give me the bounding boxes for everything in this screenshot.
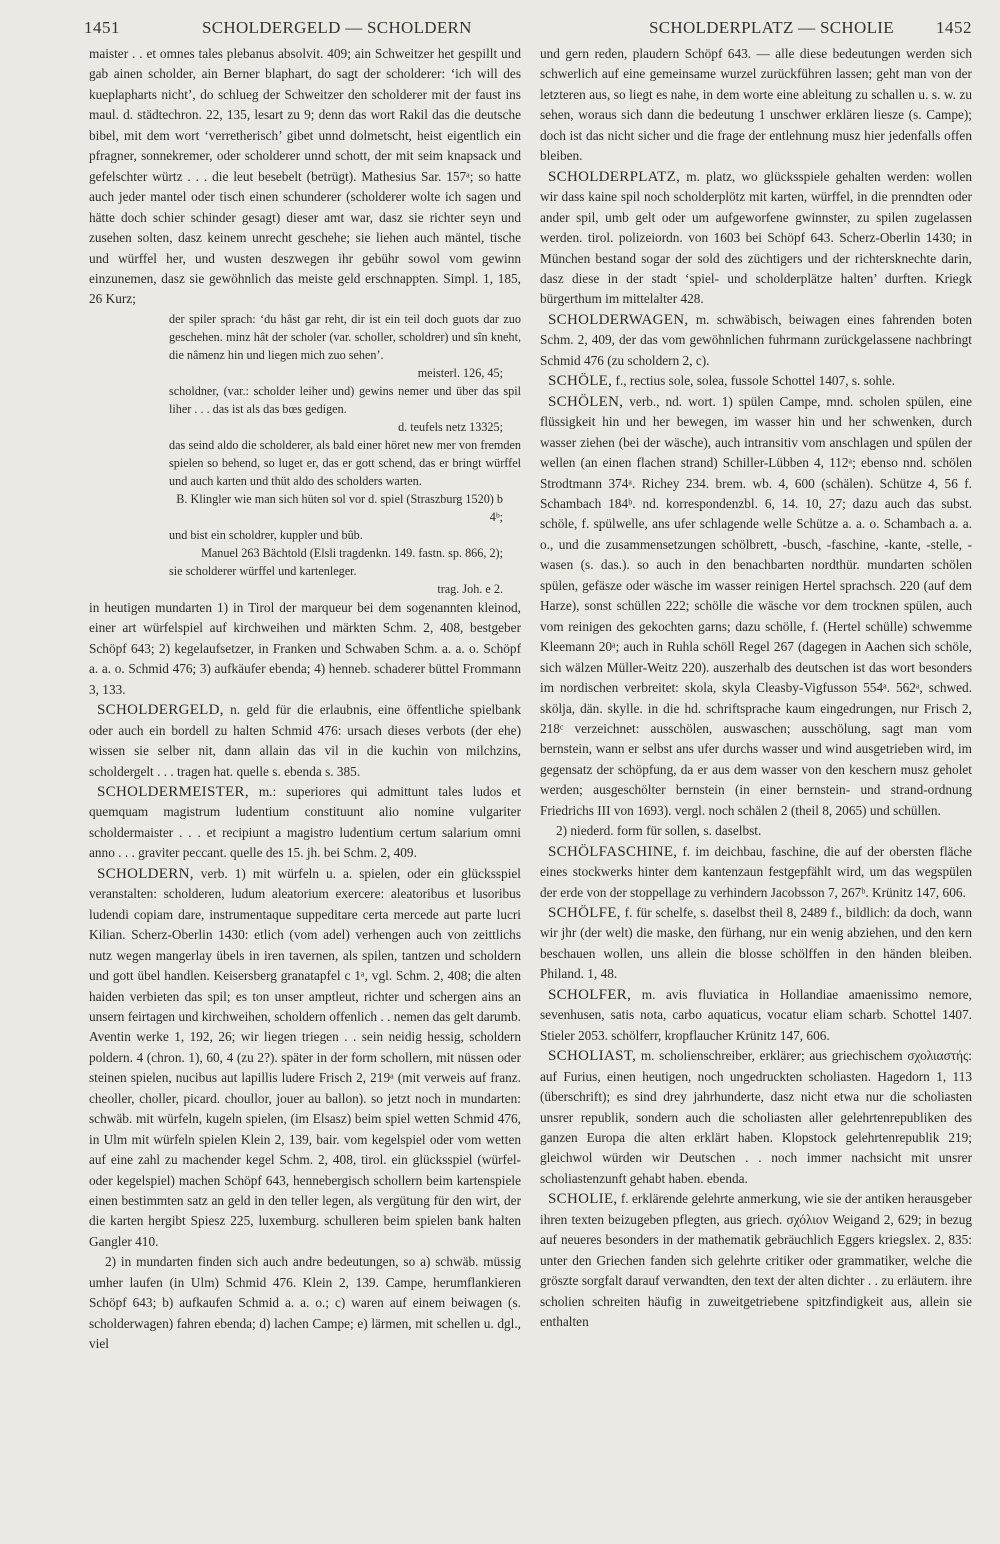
sense-paragraph: 2) in mundarten finden sich auch andre bedeutungen, so a) schwäb. müssig umher laufen (in Ulm) Schmid 476. Klein 2, 139. Campe, herumflankieren Schöpf 643; b) aufkaufen Schmid a. a. o.; c) waren auf einem beiwagen (s. scholderwagen) fahren ebenda; d) lachen Campe; e) lärmen, mit schellen u. dgl., viel [89, 1254, 521, 1352]
entry-body: m. scholienschreiber, erklärer; aus griechischem σχολιαστής: auf Furius, einen heutigen, noch ungedruckten scholiasten. Hagedorn 1, 113 (überschrift); es sind drey jahrhunderte, dasz nicht etwa nur die scholiasten unsrer republik, sondern auch die scholiasten aller gelehrtenrepubliken des ganzen Europa die alten erklärt haben. Klopstock gelehrtenrepublik 219; gleichwol würden wir Deutschen . . noch immer nachsicht mit unsrer scholiastenzunft gehabt haben. ebenda. [540, 1048, 972, 1186]
entry-body: f., rectius sole, solea, fussole Schottel 1407, s. sohle. [615, 373, 896, 389]
left-column [89, 44, 521, 1532]
page-number-right: 1452 [936, 18, 972, 37]
entry-body: m. avis fluviatica in Hollandiae amaenissimo nemore, sevenhusen, satis nota, carbo aquaticus, vocatur eliam scharb. Schottel 1407. Stieler 2053. schölferr, kropflaucher Krünitz 147, 606. [540, 986, 972, 1043]
verse-source: d. teufels netz 13325; [398, 419, 503, 434]
entry-body: verb. 1) mit würfeln u. a. spielen, oder ein glücksspiel veranstalten: scholderen, ludum aleatorium exercere: aleatoribus et lusoribus ludendi copiam dare, instrumentaque suppeditare certa mercede aut parte lucri Kilian. Scherz-Oberlin 1430: etlich (vom adel) verhengen auch von zeittlichs nutz wegen mangerlay übels in iren tavernen, als spilen, tantzen und scholdern und gott übel handlen. Keisersberg granatapfel c 1ᵃ, vgl. Schm. 2, 408; die alten haiden verbieten das spil; es ton unser amptleut, richter und schergen ains an unsern feirtagen und kirchweihen, scholdern offenlich . . nemen das gelt darumb. Aventin werke 1, 192, 26; wir liegen triegen . . sein neidig hessig, scholdern poldern. 4 (chron. 1), 60, 4 (zu 2?). später in der form schollern, mit nüssen oder steinen spielen, nucibus aut lapillis ludere Frisch 2, 219ᵃ (mit verweis auf franz. cheoller, choller, picard. choullor, jouer au ballon). so jetzt noch in mundarten: schwäb. mit würfeln, kugeln spielen, (im Elsasz) beim spiel wetten Schmid 476, in Ulm mit würfeln spielen Klein 2, 139, bair. vom kegelspiel oder vom wetten auf eine zahl zu machender kegel Schm. 2, 408, tirol. ein glücksspiel (würfel- oder kegelspiel) machen Schöpf 643, hennebergisch schollern beim kartenspiele einen bestimmten satz an geld in den teller legen, als vergütung für den wirt, der die karten hergibt Spiesz 225, luxemburg. schulleren beim spielen bank halten Gangler 410. [89, 865, 521, 1249]
headword: SCHOLDERN, [97, 865, 194, 882]
headword: SCHOLFER, [548, 986, 632, 1003]
entry-schoelen [540, 392, 972, 822]
dialect-paragraph: in heutigen mundarten 1) in Tirol der marqueur bei dem sogenannten kleinod, einer art würfelspiel auf kirchweihen und märkten Schm. 2, 408, bestgeber Schöpf 643; 2) kegelaufsetzer, in Franken und Schwaben Schm. a. a. o. Schöpf a. a. o. Schmid 476; 3) aufkäufer ebenda; 4) henneb. schaderer büttel Frommann 3, 133. [89, 599, 521, 697]
entry-schoelfaschine [540, 842, 972, 903]
running-title-right: SCHOLDERPLATZ — SCHOLIE [649, 18, 894, 37]
verse-source: trag. Joh. e 2. [437, 581, 503, 596]
entry-body: m. platz, wo glücksspiele gehalten werden: wollen wir dass kaine spil noch scholderplötz mit karten, würffel, in die prenndten oder ander spil, umb gelt oder um aufgeworfene gwinnster, zu spilen zugelassen werden. tirol. polizeiordn. von 1603 bei Schöpf 643. Scherz-Oberlin 1430; in München bestand sogar der sold des züchtigers und der richtersknechte darin, dasz diese in der stadt ‘spiel- und scholderplätze halten’ durften. Kriegk bürgerthum im mittelalter 428. [540, 168, 972, 307]
entry-scholfer [540, 985, 972, 1046]
running-title-left: SCHOLDERGELD — SCHOLDERN [202, 18, 472, 37]
entry-body: m.: superiores qui admittunt tales ludos et quemquam magistrum ludentium constituunt alio nomine vulgariter scholdermaister . . . et recipiunt a magistro ludentium certum salarium omni anno . . . graviter peccant. quelle des 15. jh. bei Schm. 2, 409. [89, 783, 521, 861]
headword: SCHOLDERWAGEN, [548, 311, 689, 328]
entry-scholie [540, 1189, 972, 1332]
entry-scholdermeister [89, 782, 521, 864]
verse-text: der spiler sprach: ‘du hâst gar reht, dir ist ein teil doch guots dar zuo geschehen. minz hât der scholer (var. scholler, scholdrer) und sîn kneht, die nâmenz hin und liegen mich zuo sehen’. [169, 311, 521, 362]
headword: SCHOLDERMEISTER, [97, 783, 249, 800]
headword: SCHÖLFE, [548, 905, 621, 922]
sense-paragraph: 2) niederd. form für sollen, s. daselbst. [556, 823, 762, 839]
entry-schoelfe [540, 903, 972, 985]
headword: SCHÖLEN, [548, 393, 624, 410]
headword: SCHOLDERGELD, [97, 702, 224, 719]
entry-body: n. geld für die erlaubnis, eine öffentliche spielbank oder auch ein bordell zu halten Schmid 476: ursach dieses verbots (der ehe) wissen sie selber nit, dann allain das vil in die kuchin von milchzins, scholdergelt . . . tragen hat. quelle s. ebenda s. 385. [89, 702, 521, 779]
entry-scholiast [540, 1046, 972, 1189]
headword: SCHÖLFASCHINE, [548, 843, 678, 860]
running-head [84, 12, 972, 40]
headword: SCHÖLE, [548, 373, 613, 390]
entry-scholderplatz [540, 167, 972, 310]
verse-text: das seind aldo die scholderer, als bald einer höret new mer von fremden spielen so behend, so luget er, das er gott schend, das er bringt würffel und auch karten und thüt aldo des scholders warten. [169, 437, 521, 488]
entry-body: verb., nd. wort. 1) spülen Campe, mnd. scholen spülen, eine flüssigkeit hin und her bewegen, im wasser hin und her schwenken, durch wasser ziehen (bei der wäsche), auch intransitiv vom anschlagen und spülen der wellen (an einen flachen strand) Schiller-Lübben 4, 112ᵃ; ebenso nnd. schölen Strodtmann 374ᵃ. Richey 234. brem. wb. 4, 600 (schälen). Schütze 4, 56 f. Schambach 184ᵇ. nd. korrespondenzbl. 6, 14. 10, 27; dazu auch das subst. schöle, f. spülwelle, ans ufer schlagende welle Schütze a. a. o. Schambach a. a. o., und die zusammensetzungen schölbrett, -busch, -faschine, -kante, -stelle, -wasen (s. das.). so auch in den benachbarten nordthür. mundarten schölen spülen, gefäsze oder wäsche im wasser reinigen Hertel sprachsch. 220 (auf dem Harze), sonst schüllen 222; schölle die wäsche vor dem trocknen spülen, auch vom reinigen des gekochten garns; dazu schölle, f. (Hertel schülle) schwemme Kleemann 20ᵃ; auch in Ruhla schöll Regel 267 (dagegen in Aachen sich schöle, sich wälzen Müller-Weitz 220). auszerhalb des deutschen ist das wort besonders im nordischen verbreitet: skola, skyla Cleasby-Vigfusson 554ᵃ. 562ᵃ, schwed. skölja, dän. skylle. in die hd. schriftsprache kaum eingedrungen, nur Frisch 2, 218ᶜ verzeichnet: ausschölen, auswaschen; ausschölung, sagt man vom bernstein, wann er selbst ans ufer durchs wasser und wind ausgetrieben wird, im gegensatz der schöpfung, da er aus dem wasser von den keschern musz geholet werden; ausgeschölter bernstein (in einer bernstein- und strand-ordnung Friedrichs III von 1693). vergl. noch schälen 2 (theil 8, 2065) und schüllen. [540, 393, 972, 818]
verse-text: und bist ein scholdrer, kuppler und bûb. [169, 527, 363, 542]
verse-source: B. Klingler wie man sich hüten sol vor d. spiel (Straszburg 1520) b 4ᵇ; [176, 491, 503, 524]
right-column [540, 44, 972, 1532]
entry-schoele [540, 371, 972, 391]
headword: SCHOLIE, [548, 1191, 618, 1208]
page-number-left: 1451 [84, 18, 120, 37]
entry-scholdergeld [89, 700, 521, 782]
entry-body: m. schwäbisch, beiwagen eines fahrenden boten Schm. 2, 409, der das vom gewöhnlichen fuhrmann zurückgelassene nachbringt Schmid 476 (zu scholdern 2, c). [540, 311, 972, 368]
verse-quote [89, 310, 521, 598]
entry-body: f. im deichbau, faschine, die auf der obersten fläche eines stockwerks hinter dem kantenzaun festgepfählt wird, um das wegspülen der erde von der stoppellage zu verhindern Jacobsson 7, 267ᵇ. Krünitz 147, 606. [540, 843, 972, 900]
entry-body: f. erklärende gelehrte anmerkung, wie sie der antiken herausgeber ihren texten beizugeben pflegten, aus griech. σχόλιον Weigand 2, 629; in bezug auf neueres besonders in der mathematik gebräuchlich Eggers kriegslex. 2, 835: unter den Griechen fanden sich gelehrte critiker oder grammatiker, welche die gröszte sorgfalt darauf verwandten, den text der alten dichter . . zu erläutern. ihre scholien schreiten häufig in zuweitgetriebene spitzfindigkeit aus, allein sie enthalten [540, 1191, 972, 1330]
entry-scholdern [89, 864, 521, 1253]
verse-source: meisterl. 126, 45; [417, 365, 503, 380]
headword: SCHOLIAST, [548, 1048, 637, 1065]
entry-continuation: und gern reden, plaudern Schöpf 643. — alle diese bedeutungen werden sich schwerlich auf eine gemeinsame wurzel zurückführen lassen; geht man von der letzteren aus, so liegt es nahe, in dem worte eine ableitung zu schallen u. s. w. zu sehen, woraus sich dann die bedeutung 1 unschwer erklären liesze (s. Campe); doch ist das nicht sicher und die frage der entlehnung musz hier jedenfalls offen bleiben. [540, 46, 972, 164]
verse-text: scholdner, (var.: scholder leiher und) gewins nemer und über das spil liher . . . das ist als das bœs gedigen. [169, 383, 521, 416]
entry-scholderwagen [540, 310, 972, 371]
verse-source: Manuel 263 Bächtold (Elsli tragdenkn. 149. fastn. sp. 866, 2); [201, 545, 503, 560]
entry-body: f. für schelfe, s. daselbst theil 8, 2489 f., bildlich: da doch, wann wir jhr (der welt) die maske, den fürhang, nur ein wenig abziehen, und den kern beschauen wollen, uns allein die blosse schölffen in den händen bleiben. Philand. 1, 48. [540, 905, 972, 982]
verse-text: sie scholderer würffel und kartenleger. [169, 563, 357, 578]
headword: SCHOLDERPLATZ, [548, 168, 681, 185]
entry-continuation: maister . . et omnes tales plebanus absolvit. 409; ain Schweitzer het gespillt und gab ainen scholder, ain Berner blaphart, do sagt der scholderer: ‘ich will des kueplapharts nicht’, do schlueg der Schweitzer den scholderer mit der faust ins maul. d. städtechron. 22, 135, lesart zu 9; denn das wort Rakil das die deutsche bibel, mit dem wort ‘verretherisch’ gibet unnd dolmetscht, heist eigentlich ein pfragner, sonnekremer, oder scholderer unnd schott, der mit seim knapsack und gefelschter würtz . . . die leut besebelt (betrügt). Mathesius Sar. 157ᵃ; so hatte auch jeder mantel oder tisch einen schunderer (scholderer wolte ich sagen und hätte doch schier schinder gesagt) dieser amt war, dasz sie richter seyn und zusehen solten, dasz keinem unrecht geschehe; sie liehen auch mäntel, tische und würffel her, und wusten deszwegen ihr gebühr sowol vom gewinn einzunemen, dasz sie gewöhnlich das meiste geld erschnappten. Simpl. 1, 185, 26 Kurz; [89, 46, 521, 307]
